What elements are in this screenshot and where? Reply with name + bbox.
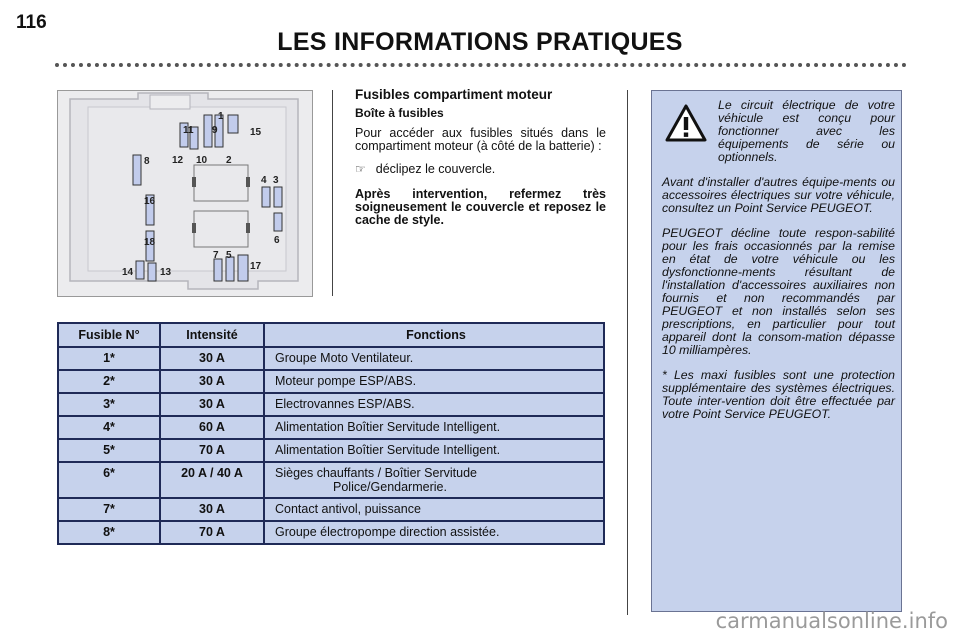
fuse-intensity: 70 A bbox=[160, 439, 264, 462]
section-subheading: Boîte à fusibles bbox=[355, 106, 444, 120]
table-row bbox=[58, 521, 604, 544]
fuse-function-line2: Police/Gendarmerie. bbox=[333, 480, 447, 494]
fuse-function-line1: Sièges chauffants / Boîtier Servitude bbox=[275, 466, 477, 480]
fuse-label-15: 15 bbox=[250, 127, 262, 138]
table-row bbox=[58, 347, 604, 370]
title-divider bbox=[55, 63, 907, 67]
fuse-function: Moteur pompe ESP/ABS. bbox=[264, 370, 604, 393]
table-row bbox=[58, 416, 604, 439]
after-intervention-note: Après intervention, refermez très soigneusement le couvercle et reposez le cache de style. bbox=[355, 187, 606, 227]
fuse-label-1: 1 bbox=[218, 111, 224, 122]
header-fuse-number: Fusible N° bbox=[58, 323, 160, 347]
step-text: déclipez le couvercle. bbox=[375, 162, 496, 176]
instruction-step bbox=[355, 163, 606, 176]
warning-paragraph-3: PEUGEOT décline toute respon-sabilité pour les frais occasionnés par la remise en état de votre véhicule ou les dysfonctionne-ments résultant de l'installation d'accessoires auxiliaires non fournis et non recommandés par PEUGEOT et non installés selon ses prescriptions, en particulier pour tout appareil dont la consom-mation dépasse 10 milliampères. bbox=[662, 226, 895, 357]
fuse-function: Alimentation Boîtier Servitude Intelligent. bbox=[264, 416, 604, 439]
fuse-intensity: 30 A bbox=[160, 498, 264, 521]
column-separator bbox=[332, 90, 333, 296]
fuse-intensity: 70 A bbox=[160, 521, 264, 544]
fuse-label-2: 2 bbox=[226, 155, 232, 166]
fuse-intensity: 60 A bbox=[160, 416, 264, 439]
header-functions: Fonctions bbox=[264, 323, 604, 347]
table-header-row bbox=[58, 323, 604, 347]
fuse-label-14: 14 bbox=[122, 267, 134, 278]
fuse-function: Alimentation Boîtier Servitude Intelligent. bbox=[264, 439, 604, 462]
warning-paragraph-1: Le circuit électrique de votre véhicule est conçu pour fonctionner avec les équipements de série ou optionnels. bbox=[718, 98, 895, 164]
header-intensity: Intensité bbox=[160, 323, 264, 347]
fuse-function: Groupe électropompe direction assistée. bbox=[264, 521, 604, 544]
fuse-instructions bbox=[355, 88, 606, 237]
fuse-intensity: 20 A / 40 A bbox=[160, 462, 264, 498]
fuse-table bbox=[57, 322, 605, 545]
fuse-number: 2* bbox=[58, 370, 160, 393]
fuse-number: 6* bbox=[58, 462, 160, 498]
fuse-label-6: 6 bbox=[274, 235, 280, 246]
fuse-label-4: 4 bbox=[261, 175, 267, 186]
table-row bbox=[58, 393, 604, 416]
fuse-label-8: 8 bbox=[144, 156, 150, 167]
fuse-intensity: 30 A bbox=[160, 370, 264, 393]
fuse-box-diagram bbox=[57, 90, 313, 297]
warning-info-box bbox=[651, 90, 902, 612]
fuse-label-12: 12 bbox=[172, 155, 184, 166]
fuse-label-3: 3 bbox=[273, 175, 279, 186]
fuse-function: Electrovannes ESP/ABS. bbox=[264, 393, 604, 416]
table-row bbox=[58, 462, 604, 498]
fuse-number: 4* bbox=[58, 416, 160, 439]
warning-text bbox=[662, 99, 895, 433]
fuse-label-9: 9 bbox=[212, 125, 218, 136]
warning-paragraph-2: Avant d'installer d'autres équipe-ments ou accessoires électriques sur votre véhicule, consultez un Point Service PEUGEOT. bbox=[662, 175, 895, 215]
fuse-function: Contact antivol, puissance bbox=[264, 498, 604, 521]
page-number: 116 bbox=[16, 12, 47, 33]
fuse-label-11: 11 bbox=[183, 125, 194, 136]
table-row bbox=[58, 439, 604, 462]
fuse-label-18: 18 bbox=[144, 237, 156, 248]
page-title: LES INFORMATIONS PRATIQUES bbox=[277, 28, 683, 56]
fuse-label-13: 13 bbox=[160, 267, 172, 278]
table-row bbox=[58, 370, 604, 393]
intro-text: Pour accéder aux fusibles situés dans le compartiment moteur (à côté de la batterie) : bbox=[355, 126, 606, 153]
fuse-intensity: 30 A bbox=[160, 393, 264, 416]
fuse-number: 7* bbox=[58, 498, 160, 521]
hand-pointer-icon: ☞ bbox=[355, 162, 366, 176]
fuse-intensity: 30 A bbox=[160, 347, 264, 370]
fuse-number: 3* bbox=[58, 393, 160, 416]
fuse-labels bbox=[58, 91, 312, 296]
fuse-number: 8* bbox=[58, 521, 160, 544]
fuse-label-16: 16 bbox=[144, 196, 156, 207]
watermark: carmanualsonline.info bbox=[715, 609, 948, 633]
fuse-function: Groupe Moto Ventilateur. bbox=[264, 347, 604, 370]
fuse-function bbox=[264, 462, 604, 498]
fuse-label-7: 7 bbox=[213, 250, 219, 261]
table-row bbox=[58, 498, 604, 521]
section-heading: Fusibles compartiment moteur bbox=[355, 87, 553, 102]
column-separator bbox=[627, 90, 628, 615]
fuse-label-17: 17 bbox=[250, 261, 262, 272]
fuse-label-10: 10 bbox=[196, 155, 208, 166]
fuse-number: 1* bbox=[58, 347, 160, 370]
warning-paragraph-4: * Les maxi fusibles sont une protection supplémentaire des systèmes électriques. Toute inter-vention doit être effectuée par votre Point Service PEUGEOT. bbox=[662, 368, 895, 421]
fuse-label-5: 5 bbox=[226, 250, 232, 261]
fuse-number: 5* bbox=[58, 439, 160, 462]
